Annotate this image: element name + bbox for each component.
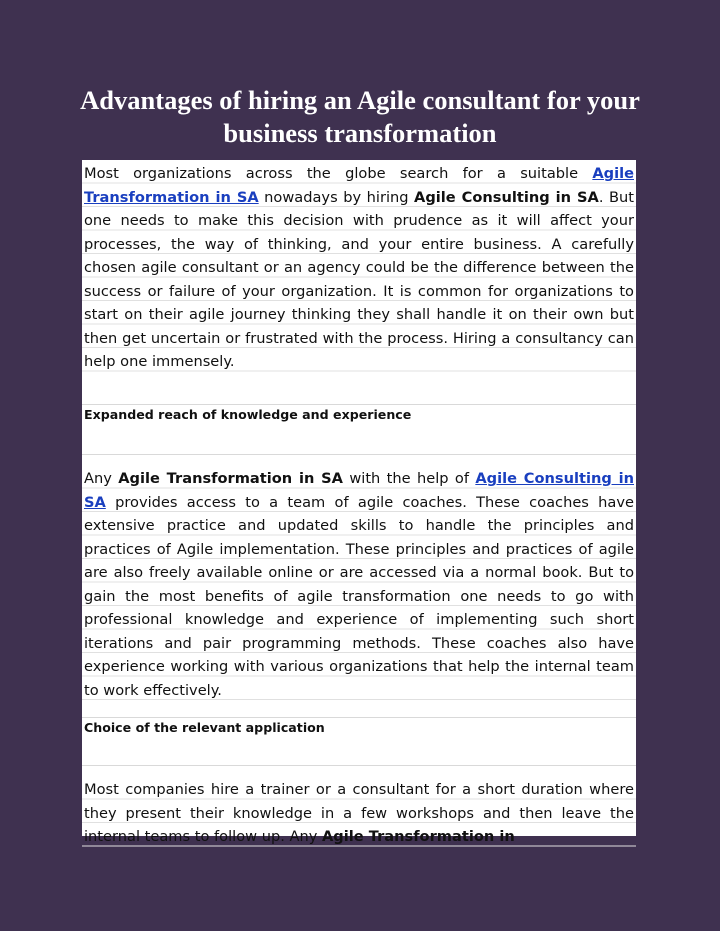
section1-text-2: with the help of — [342, 470, 476, 487]
section1-heading-block — [82, 405, 636, 455]
intro-bold-term: Agile Consulting in SA — [414, 188, 599, 206]
section2-heading: Choice of the relevant application — [84, 720, 325, 735]
section1-paragraph — [82, 465, 636, 702]
document-page — [82, 160, 636, 845]
page-title: Advantages of hiring an Agile consultant for your business transformation — [80, 85, 640, 148]
section2-heading-block — [82, 718, 636, 766]
intro-text-3: . But one needs to make this decision with prudence as it will affect your processes, the way of thinking, and your entire business. A carefully chosen agile consultant or an agency could be the difference between the success or failure of your organization. It is common for organizations to start on their agile journey thinking they shall handle it on their own but then get uncertain or frustrated with the process. Hiring a consultancy can help one immensely. — [84, 188, 634, 370]
intro-text-1: Most organizations across the globe search for a suitable — [84, 165, 593, 182]
section1-bold-term: Agile Transformation in SA — [118, 470, 343, 487]
section1-block — [82, 455, 636, 718]
intro-text-2: nowadays by hiring — [258, 188, 415, 206]
section2-bold-term: Agile Transformation in — [322, 828, 515, 845]
agile-transformation-link[interactable]: Agile Transformation in SA — [84, 165, 634, 206]
section2-paragraph — [82, 776, 636, 849]
section1-heading: Expanded reach of knowledge and experience — [84, 407, 412, 422]
section2-block — [82, 766, 636, 845]
intro-block — [82, 160, 636, 405]
section1-text-3: provides access to a team of agile coaches. These coaches have extensive practice and updated skills to handle the principles and practices of Agile implementation. These principles and practices of agile are also freely available online or are accessed via a normal book. But to gain the most benefits of agile transformation one needs to go with professional knowledge and experience of implementing such short iterations and pair programming methods. These coaches also have experience working with various organizations that help the internal team to work effectively. — [84, 493, 634, 699]
agile-consulting-link[interactable]: Agile Consulting in SA — [84, 470, 634, 511]
intro-paragraph — [82, 160, 636, 374]
section1-text-1: Any — [84, 470, 119, 487]
section2-text-1: Most companies hire a trainer or a consultant for a short duration where they present their knowledge in a few workshops and then leave the internal teams to follow up. Any — [84, 781, 634, 845]
